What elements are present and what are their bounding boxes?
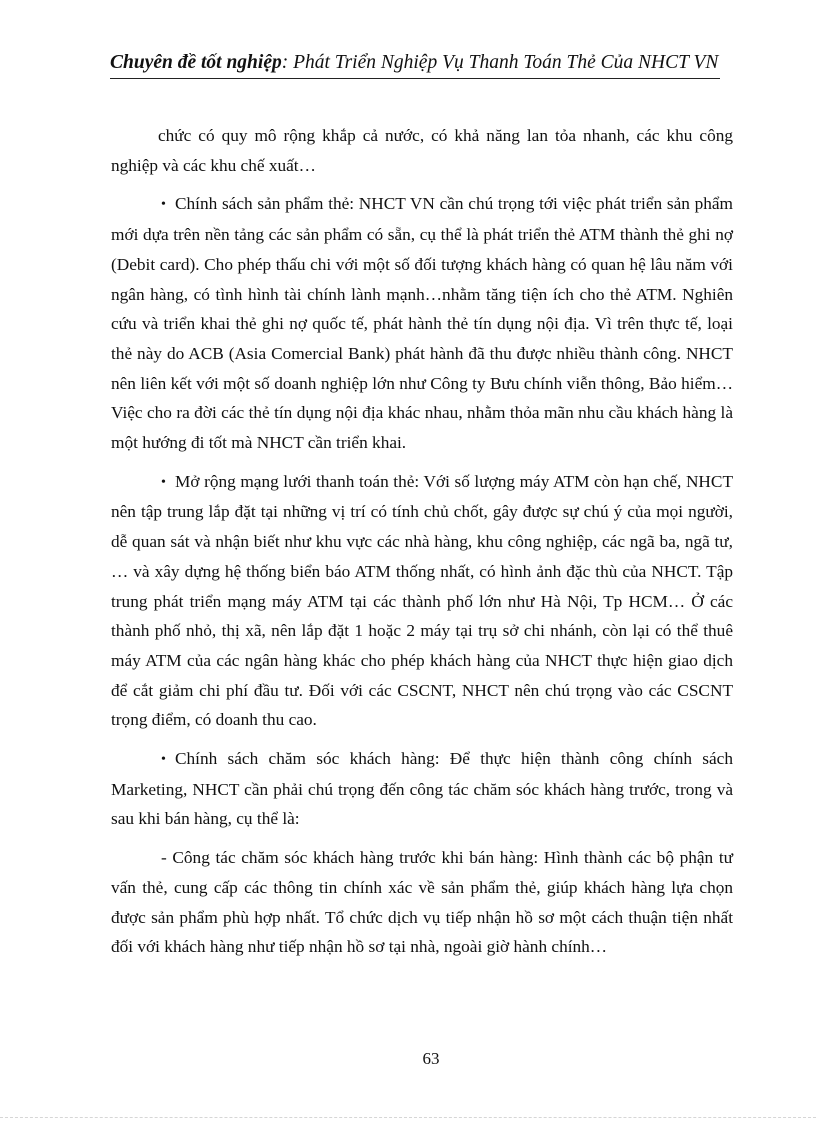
page-number: 63 [422, 1049, 440, 1068]
header-title: : Phát Triển Nghiệp Vụ Thanh Toán Thẻ Của NHCT VN [281, 52, 719, 73]
bullet-customer-care [111, 744, 733, 834]
running-header [110, 50, 720, 79]
bullet-icon: • [161, 197, 166, 213]
bullet-network-expansion [111, 467, 733, 735]
body-text [111, 121, 733, 962]
bullet-icon: • [161, 752, 166, 768]
header-label: Chuyên đề tốt nghiệp [110, 52, 282, 73]
page-divider [0, 1117, 816, 1118]
paragraph-text: Mở rộng mạng lưới thanh toán thẻ: Với số lượng máy ATM còn hạn chế, NHCT nên tập trung lắp đặt tại những vị trí có tính chủ chốt, gây được sự chú ý của mọi người, dễ quan sát và nhận biết như khu vực các nhà hàng, khu công nghiệp, các ngã ba, ngã tư, … và xây dựng hệ thống biển báo ATM thống nhất, có hình ảnh đặc thù của NHCT. Tập trung phát triển mạng máy ATM tại các thành phố lớn như Hà Nội, Tp HCM… Ở các thành phố nhỏ, thị xã, nên lắp đặt 1 hoặc 2 máy tại trụ sở chi nhánh, còn lại có thể thuê máy ATM của các ngân hàng khác cho phép khách hàng của NHCT thực hiện giao dịch để cắt giảm chi phí đầu tư. Đối với các CSCNT, NHCT nên chú trọng vào các CSCNT trọng điểm, có doanh thu cao. [111, 471, 733, 730]
dash-item-pre-sale-care: - Công tác chăm sóc khách hàng trước khi bán hàng: Hình thành các bộ phận tư vấn thẻ, cung cấp các thông tin chính xác về sản phẩm thẻ, giúp khách hàng lựa chọn được sản phẩm phù hợp nhất. Tổ chức dịch vụ tiếp nhận hồ sơ một cách thuận tiện nhất đối với khách hàng như tiếp nhận hồ sơ tại nhà, ngoài giờ hành chính… [111, 848, 733, 957]
bullet-icon: • [161, 474, 166, 490]
paragraph-text: Chính sách sản phẩm thẻ: NHCT VN cần chú trọng tới việc phát triển sản phẩm mới dựa trên nền tảng các sản phẩm có sẵn, cụ thể là phát triển thẻ ATM thành thẻ ghi nợ (Debit card). Cho phép thấu chi với một số đối tượng khách hàng có quan hệ lâu năm với ngân hàng, có tình hình tài chính lành mạnh…nhằm tăng tiện ích cho thẻ ATM. Nghiên cứu và triển khai thẻ ghi nợ quốc tế, phát hành thẻ tín dụng nội địa. Vì trên thực tế, loại thẻ này do ACB (Asia Comercial Bank) phát hành đã thu được nhiều thành công. NHCT nên liên kết với một số doanh nghiệp lớn như Công ty Bưu chính viễn thông, Bảo hiểm… Việc cho ra đời các thẻ tín dụng nội địa khác nhau, nhằm thỏa mãn nhu cầu khách hàng là một hướng đi tốt mà NHCT cần triển khai. [111, 194, 733, 453]
paragraph-text: Chính sách chăm sóc khách hàng: Để thực hiện thành công chính sách Marketing, NHCT cần phải chú trọng đến công tác chăm sóc khách hàng trước, trong và sau khi bán hàng, cụ thể là: [111, 749, 733, 829]
bullet-product-policy [111, 189, 733, 457]
paragraph-continuation: chức có quy mô rộng khắp cả nước, có khả năng lan tỏa nhanh, các khu công nghiệp và các khu chế xuất… [111, 126, 733, 175]
